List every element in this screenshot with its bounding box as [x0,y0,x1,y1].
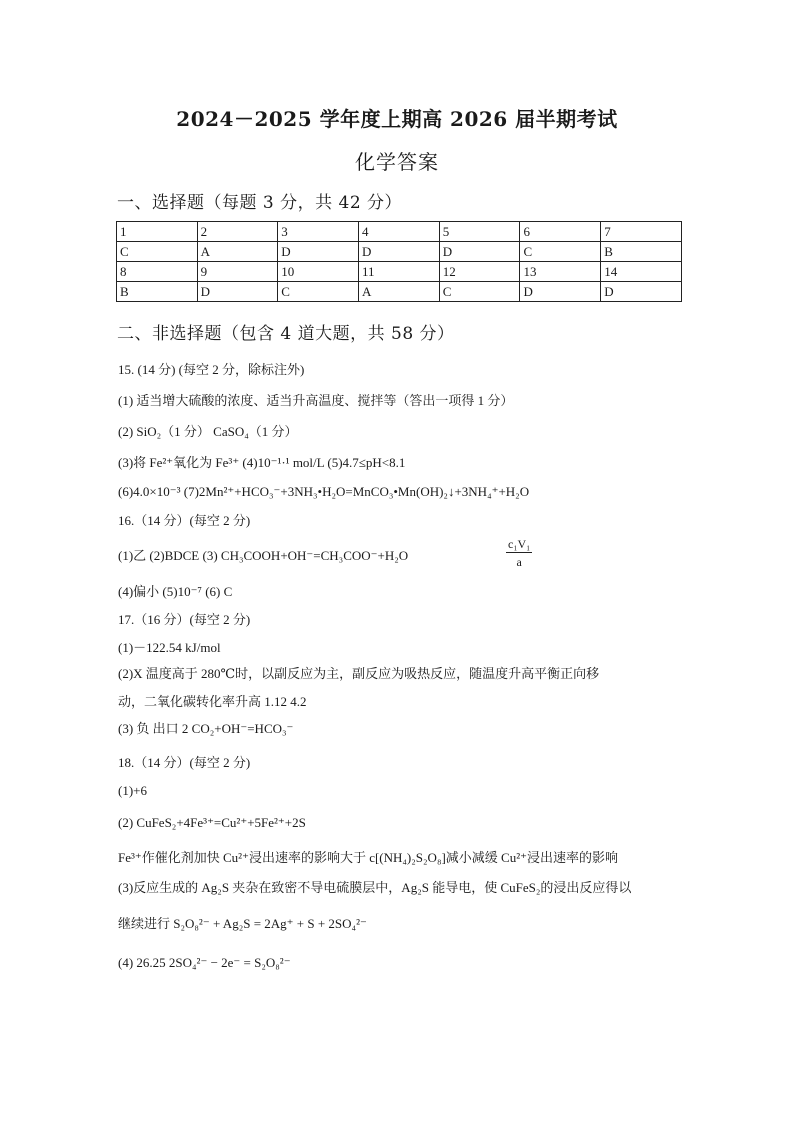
question-number-cell: 6 [520,222,601,242]
answer-cell: C [117,242,198,262]
answer-cell: D [278,242,359,262]
question-number-cell: 10 [278,262,359,282]
q17-answer-2-cont: 动，二氧化碳转化率升高 1.12 4.2 [118,694,307,709]
q15-answer-1: (1) 适当增大硫酸的浓度、适当升高温度、搅拌等（答出一项得 1 分） [118,393,514,408]
answer-cell: C [278,282,359,302]
answer-cell: C [439,282,520,302]
q18-answer-3-equation: 继续进行 S₂O₈²⁻ + Ag₂S = 2Ag⁺ + S + 2SO₄²⁻ [118,916,367,931]
q18-answer-3: (3)反应生成的 Ag₂S 夹杂在致密不导电硫膜层中，Ag₂S 能导电，使 CuFeS₂的浸出反应得以 [118,880,632,895]
question-number-cell: 2 [197,222,278,242]
answer-cell: D [439,242,520,262]
answer-cell: D [359,242,440,262]
question-number-cell: 1 [117,222,198,242]
q17-answer-1: (1)－122.54 kJ/mol [118,640,221,655]
q18-answer-2-equation: (2) CuFeS₂+4Fe³⁺=Cu²⁺+5Fe²⁺+2S [118,815,306,830]
question-number-cell: 11 [359,262,440,282]
answer-cell: D [520,282,601,302]
answer-row [117,242,682,262]
fraction-numerator: c₁V₁ [508,537,531,551]
question-number-cell: 12 [439,262,520,282]
q15-heading: 15. (14 分) (每空 2 分，除标注外) [118,362,305,377]
q18-heading: 18.（14 分）(每空 2 分) [118,755,251,770]
question-number-cell: 5 [439,222,520,242]
q15-answer-3-5: (3)将 Fe²⁺氧化为 Fe³⁺ (4)10⁻¹·¹ mol/L (5)4.7≤pH<8.1 [118,455,406,470]
q16-answer-4-6: (4)偏小 (5)10⁻⁷ (6) C [118,584,233,599]
question-number-cell: 4 [359,222,440,242]
question-number-cell: 7 [601,222,682,242]
section-multiple-choice-heading: 一、选择题（每题 3 分，共 42 分） [117,193,403,213]
answer-cell: A [197,242,278,262]
q18-answer-1: (1)+6 [118,783,147,798]
q16-concentration-fraction [506,537,532,570]
answer-cell: A [359,282,440,302]
question-number-cell: 3 [278,222,359,242]
question-number-row [117,222,682,242]
answer-cell: D [197,282,278,302]
q18-answer-4: (4) 26.25 2SO₄²⁻ − 2e⁻ = S₂O₈²⁻ [118,955,291,970]
question-number-cell: 13 [520,262,601,282]
question-number-cell: 8 [117,262,198,282]
q17-answer-3: (3) 负 出口 2 CO₂+OH⁻=HCO₃⁻ [118,721,294,736]
q18-answer-2-explanation: Fe³⁺作催化剂加快 Cu²⁺浸出速率的影响大于 c[(NH₄)₂S₂O₈]减小减缓 Cu²⁺浸出速率的影响 [118,850,618,865]
answer-cell: B [117,282,198,302]
q17-heading: 17.（16 分）(每空 2 分) [118,612,251,627]
multiple-choice-answer-table [116,221,682,302]
answer-row [117,282,682,302]
answer-cell: D [601,282,682,302]
question-number-cell: 9 [197,262,278,282]
question-number-cell: 14 [601,262,682,282]
answer-cell: B [601,242,682,262]
q15-answer-2: (2) SiO₂（1 分） CaSO₄（1 分） [118,424,298,439]
page-subtitle: 化学答案 [355,150,439,174]
answer-cell: C [520,242,601,262]
fraction-denominator: a [516,555,522,569]
page-title: 2024－2025 学年度上期高 2026 届半期考试 [176,107,618,131]
question-number-row [117,262,682,282]
q17-answer-2: (2)X 温度高于 280℃时，以副反应为主，副反应为吸热反应，随温度升高平衡正向移 [118,666,600,681]
q15-answer-6-7: (6)4.0×10⁻³ (7)2Mn²⁺+HCO₃⁻+3NH₃•H₂O=MnCO₃•Mn(OH)₂↓+3NH₄⁺+H₂O [118,484,530,499]
q16-answer-1-3: (1)乙 (2)BDCE (3) CH₃COOH+OH⁻=CH₃COO⁻+H₂O [118,548,409,563]
section-non-choice-heading: 二、非选择题（包含 4 道大题，共 58 分） [117,324,455,344]
q16-heading: 16.（14 分）(每空 2 分) [118,513,251,528]
